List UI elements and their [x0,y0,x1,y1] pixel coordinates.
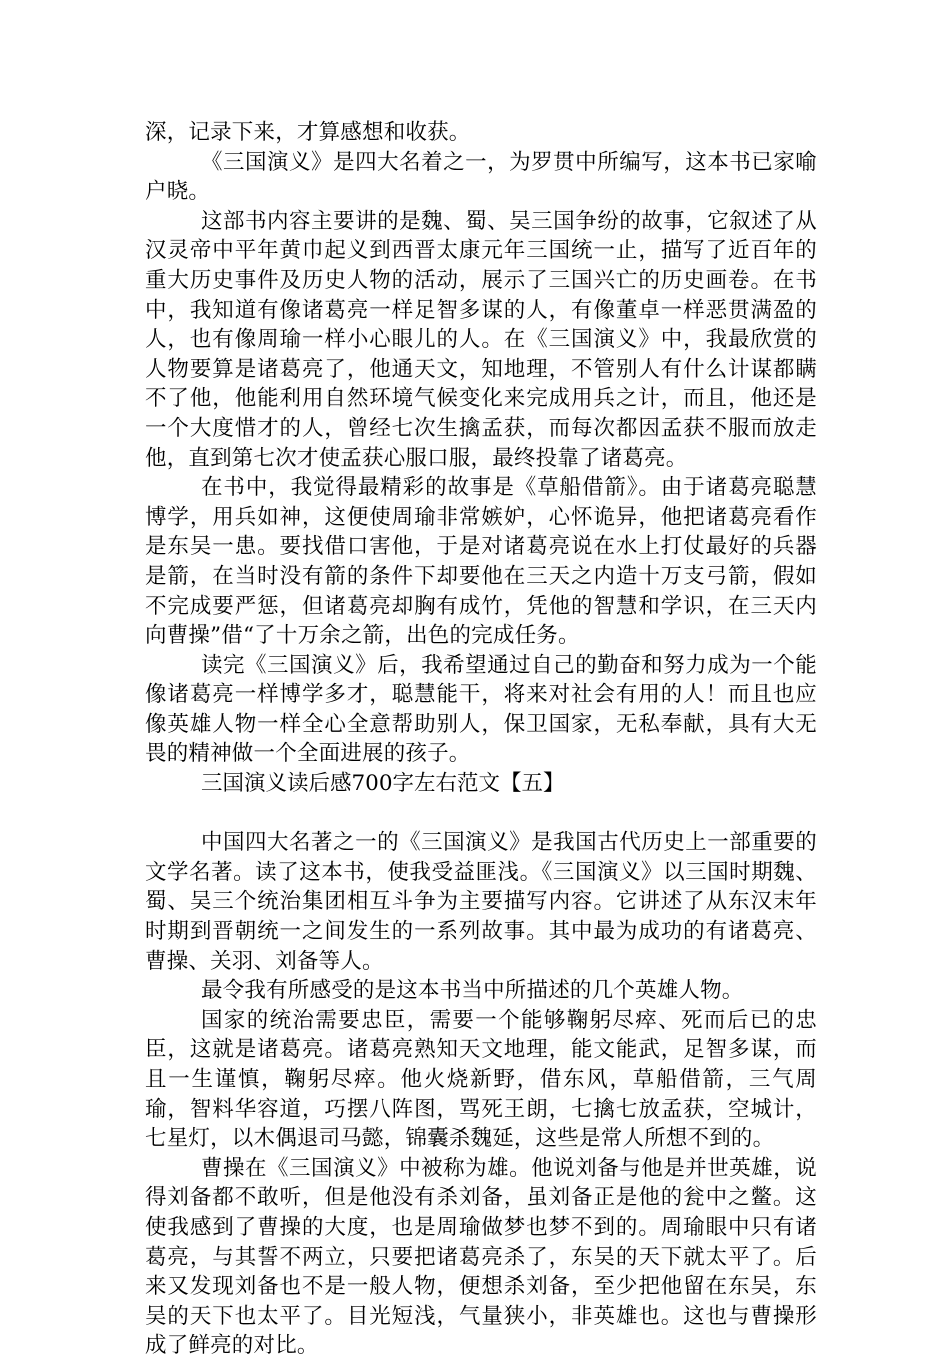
paragraph-continuation: 深，记录下来，才算感想和收获。 [145,120,471,145]
section-heading: 三国演义读后感700字左右范文【五】 [201,771,565,797]
document-page [145,118,817,1361]
paragraph-cao-cao: 曹操在《三国演义》中被称为雄。他说刘备与他是并世英雄，说得刘备都不敢听，但是他没有杀刘备，虽刘备正是他的瓮中之鳖。这使我感到了曹操的大度，也是周瑜做梦也梦不到的。周瑜眼中只有诸葛亮，与其誓不两立，只要把诸葛亮杀了，东吴的天下就太平了。后来又发现刘备也不是一般人物，便想杀刘备，至少把他留在东吴，东吴的天下也太平了。目光短浅，气量狭小，非英雄也。这也与曹操形成了鲜亮的对比。 [145,1155,817,1359]
paragraph-heroes: 最令我有所感受的是这本书当中所描述的几个英雄人物。 [201,978,744,1004]
paragraph-conclusion: 读完《三国演义》后，我希望通过自己的勤奋和努力成为一个能像诸葛亮一样博学多才，聪慧能干，将来对社会有用的人！而且也应像英雄人物一样全心全意帮助别人，保卫国家，无私奉献，具有大无畏的精神做一个全面进展的孩子。 [145,652,817,767]
paragraph-zhuge-liang: 国家的统治需要忠臣，需要一个能够鞠躬尽瘁、死而后已的忠臣，这就是诸葛亮。诸葛亮熟知天文地理，能文能武，足智多谋，而且一生谨慎，鞠躬尽瘁。他火烧新野，借东风，草船借箭，三气周瑜，智料华容道，巧摆八阵图，骂死王朗，七擒七放孟获，空城计，七星灯，以木偶退司马懿，锦囊杀魏延，这些是常人所想不到的。 [145,1007,817,1152]
paragraph-content-summary: 这部书内容主要讲的是魏、蜀、吴三国争纷的故事，它叙述了从汉灵帝中平年黄巾起义到西晋太康元年三国统一止，描写了近百年的重大历史事件及历史人物的活动，展示了三国兴亡的历史画卷。在书中，我知道有像诸葛亮一样足智多谋的人，有像董卓一样恶贯满盈的人，也有像周瑜一样小心眼儿的人。在《三国演义》中，我最欣赏的人物要算是诸葛亮了，他通天文，知地理，不管别人有什么计谋都瞒不了他，他能利用自然环境气候变化来完成用兵之计，而且，他还是一个大度惜才的人，曾经七次生擒孟获，而每次都因孟获不服而放走他，直到第七次才使孟获心服口服，最终投靠了诸葛亮。 [145,208,817,471]
paragraph-favorite-story: 在书中，我觉得最精彩的故事是《草船借箭》。由于诸葛亮聪慧博学，用兵如神，这便使周瑜非常嫉妒，心怀诡异，他把诸葛亮看作是东吴一患。要找借口害他，于是对诸葛亮说在水上打仗最好的兵器是箭，在当时没有箭的条件下却要他在三天之内造十万支弓箭，假如不完成要严惩，但诸葛亮却胸有成竹，凭他的智慧和学识，在三天内向曹操”借“了十万余之箭，出色的完成任务。 [145,475,817,649]
paragraph-essay5-intro: 中国四大名著之一的《三国演义》是我国古代历史上一部重要的文学名著。读了这本书，使我受益匪浅。《三国演义》以三国时期魏、蜀、吴三个统治集团相互斗争为主要描写内容。它讲述了从东汉末年时期到晋朝统一之间发生的一系列故事。其中最为成功的有诸葛亮、曹操、关羽、刘备等人。 [145,830,817,974]
paragraph-intro: 《三国演义》是四大名着之一，为罗贯中所编写，这本书已家喻户晓。 [145,149,817,205]
blank-line [145,799,817,829]
